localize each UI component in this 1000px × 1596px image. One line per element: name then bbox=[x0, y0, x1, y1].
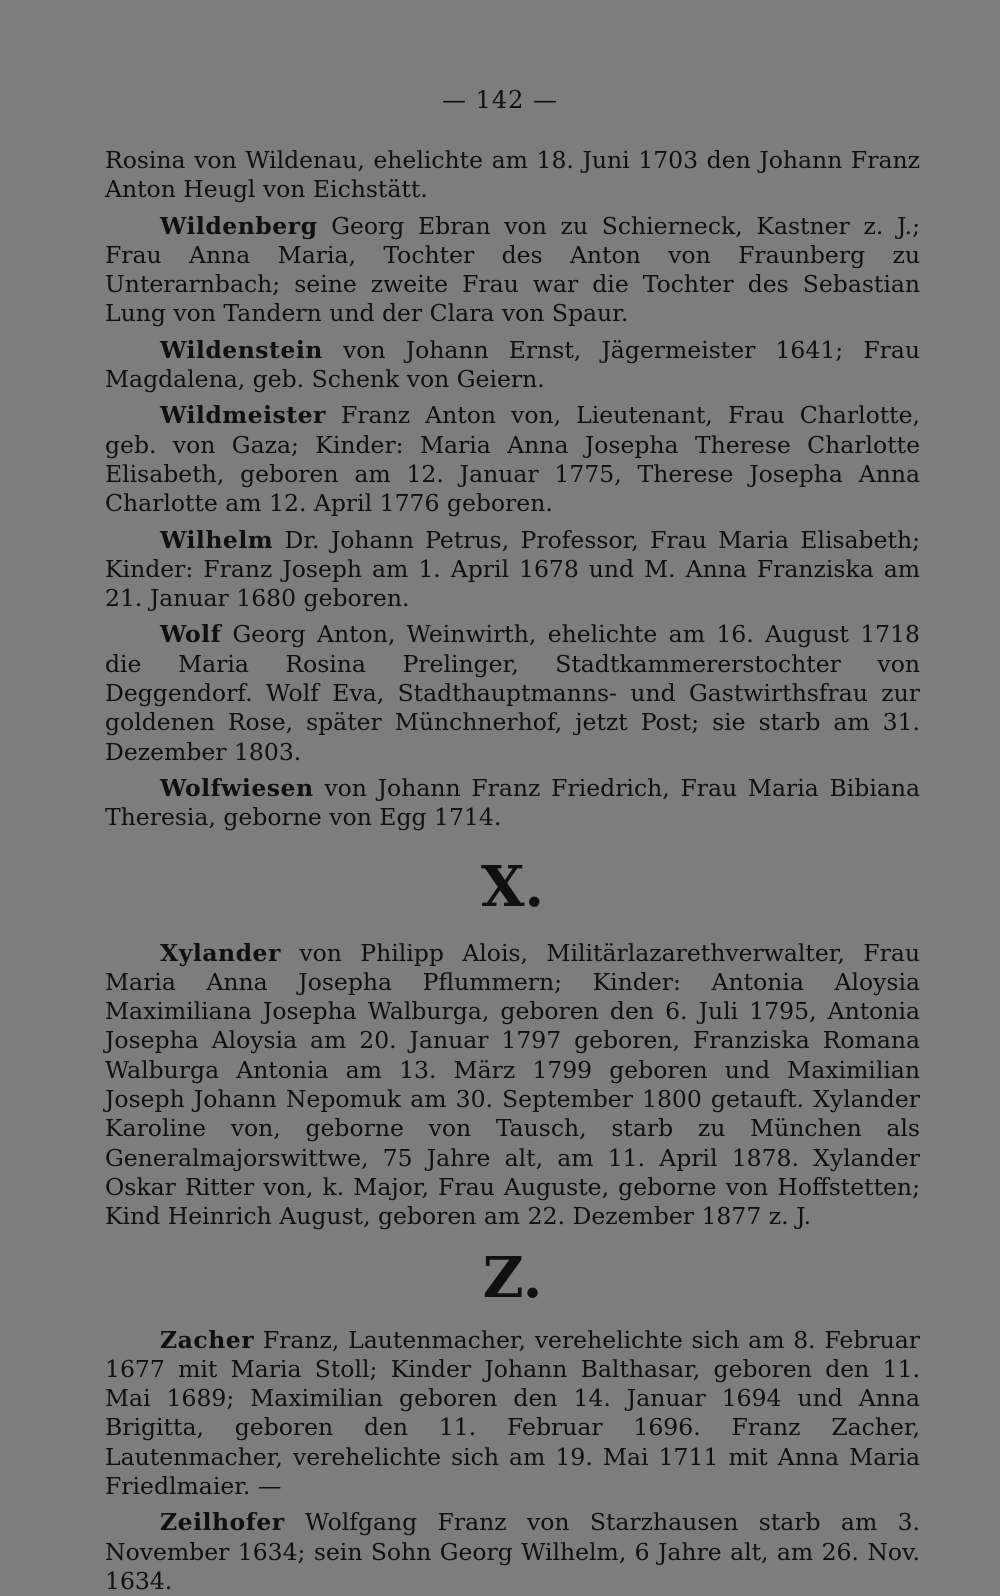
entry-zeilhofer bbox=[105, 1508, 920, 1596]
entry-text: Georg Anton, Weinwirth, ehelichte am 16. August 1718 die Maria Rosina Prelinger, Stadtkammererstochter von Deggendorf. Wolf Eva, Stadthauptmanns- und Gastwirthsfrau zur goldenen Rose, später Münchnerhof, jetzt Post; sie starb am 31. Dezember 1803. bbox=[105, 620, 920, 766]
entry-wolfwiesen bbox=[105, 774, 920, 833]
entry-wilhelm bbox=[105, 526, 920, 614]
entry-text: Wolfgang Franz von Starzhausen starb am 3. November 1634; sein Sohn Georg Wilhelm, 6 Jahre alt, am 26. Nov. 1634. bbox=[105, 1508, 920, 1595]
section-letter-z: Z. bbox=[482, 1244, 543, 1311]
entry-name: Wildmeister bbox=[160, 401, 326, 430]
entry-text: Rosina von Wildenau, ehelichte am 18. Juni 1703 den Johann Franz Anton Heugl von Eichstätt. bbox=[105, 146, 920, 204]
entry-rosina bbox=[105, 146, 920, 205]
entry-text: Dr. Johann Petrus, Professor, Frau Maria Elisabeth; Kinder: Franz Joseph am 1. April 1678 und M. Anna Franziska am 21. Januar 1680 geboren. bbox=[105, 525, 920, 613]
entry-wildenberg bbox=[105, 212, 920, 329]
page-content bbox=[105, 146, 920, 1596]
entry-xylander bbox=[105, 939, 920, 1232]
entry-wolf bbox=[105, 620, 920, 766]
entry-name: Zacher bbox=[160, 1325, 255, 1354]
entry-text: von Philipp Alois, Militärlazarethverwalter, Frau Maria Anna Josepha Pflummern; Kinder: Antonia Aloysia Maximiliana Josepha Walburga, geboren den 6. Juli 1795, Antonia Josepha Aloysia am 20. Januar 1797 geboren, Franziska Romana Walburga Antonia am 13. März 1799 geboren und Maximilian Joseph Johann Nepomuk am 30. September 1800 getauft. Xylander Karoline von, geborne von Tausch, starb zu München als Generalmajorswittwe, 75 Jahre alt, am 11. April 1878. Xylander Oskar Ritter von, k. Major, Frau Auguste, geborne von Hoffstetten; Kind Heinrich August, geboren am 22. Dezember 1877 z. J. bbox=[105, 938, 920, 1231]
entry-wildmeister bbox=[105, 401, 920, 518]
entry-name: Wildenberg bbox=[160, 211, 318, 240]
entry-name: Wolfwiesen bbox=[160, 773, 314, 802]
entry-name: Wolf bbox=[160, 620, 222, 649]
entry-text: Franz Anton von, Lieutenant, Frau Charlotte, geb. von Gaza; Kinder: Maria Anna Josepha Therese Charlotte Elisabeth, geboren am 12. Januar 1775, Therese Josepha Anna Charlotte am 12. April 1776 geboren. bbox=[105, 401, 920, 518]
entry-zacher bbox=[105, 1326, 920, 1502]
entry-name: Xylander bbox=[160, 938, 281, 967]
page-number: — 142 — bbox=[441, 86, 559, 114]
entry-text: Franz, Lautenmacher, verehelichte sich am 8. Februar 1677 mit Maria Stoll; Kinder Johann Balthasar, geboren den 11. Mai 1689; Maximilian geboren den 14. Januar 1694 und Anna Brigitta, geboren den 11. Februar 1696. Franz Zacher, Lautenmacher, verehelichte sich am 19. Mai 1711 mit Anna Maria Friedlmaier. — bbox=[105, 1325, 920, 1500]
entry-name: Wilhelm bbox=[160, 525, 274, 554]
entry-name: Wildenstein bbox=[160, 335, 323, 364]
entry-text: von Johann Ernst, Jägermeister 1641; Frau Magdalena, geb. Schenk von Geiern. bbox=[105, 335, 920, 394]
entry-name: Zeilhofer bbox=[160, 1508, 285, 1537]
entry-text: Georg Ebran von zu Schierneck, Kastner z. J.; Frau Anna Maria, Tochter des Anton von Fraunberg zu Unterarnbach; seine zweite Frau war die Tochter des Sebastian Lung von Tandern und der Clara von Spaur. bbox=[105, 211, 920, 328]
section-letter-x: X. bbox=[481, 853, 544, 920]
entry-wildenstein bbox=[105, 336, 920, 395]
entry-text: von Johann Franz Friedrich, Frau Maria Bibiana Theresia, geborne von Egg 1714. bbox=[105, 773, 920, 832]
